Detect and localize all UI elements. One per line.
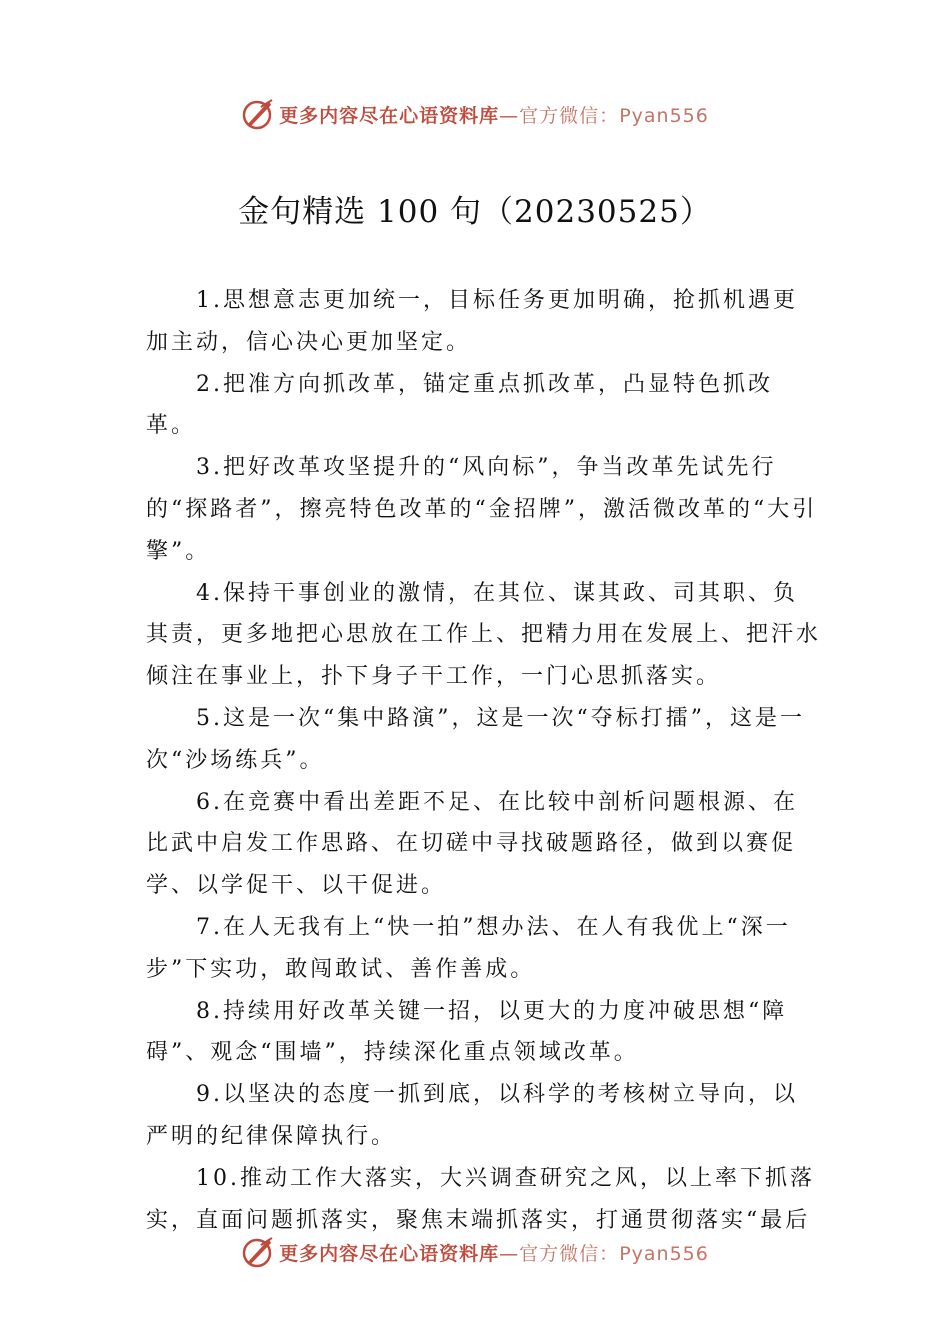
paragraph-2: 2.把准方向抓改革，锚定重点抓改革，凸显特色抓改革。 xyxy=(146,371,773,439)
paragraph-7: 7.在人无我有上“快一拍”想办法、在人有我优上“深一步”下实功，敢闯敢试、善作善成。 xyxy=(146,914,791,982)
banner-wechat-label: 官方微信： xyxy=(519,104,620,127)
banner-wechat-id: Pyan556 xyxy=(619,104,709,127)
paragraph-6: 6.在竞赛中看出差距不足、在比较中剖析问题根源、在比武中启发工作思路、在切磋中寻找破题路径，做到以赛促学、以学促干、以干促进。 xyxy=(146,789,798,899)
paragraph-8: 8.持续用好改革关键一招，以更大的力度冲破思想“障碍”、观念“围墙”，持续深化重点领域改革。 xyxy=(146,998,788,1066)
banner-wechat-id: Pyan556 xyxy=(619,1242,709,1265)
banner-dash: — xyxy=(499,104,520,127)
footer-banner xyxy=(0,1232,950,1272)
document-body xyxy=(146,280,822,1241)
paragraph-5: 5.这是一次“集中路演”，这是一次“夺标打擂”，这是一次“沙场练兵”。 xyxy=(146,705,805,773)
banner-text xyxy=(279,101,709,128)
header-banner xyxy=(0,94,950,134)
quill-logo-icon xyxy=(241,1235,275,1269)
paragraph-9: 9.以坚决的态度一抓到底，以科学的考核树立导向，以严明的纪律保障执行。 xyxy=(146,1082,798,1149)
paragraph-10: 10.推动工作大落实，大兴调查研究之风，以上率下抓落实，直面问题抓落实，聚焦末端抓落实，打通贯彻落实“最后 xyxy=(146,1165,815,1233)
paragraph-1: 1.思想意志更加统一，目标任务更加明确，抢抓机遇更加主动，信心决心更加坚定。 xyxy=(146,288,798,355)
banner-wechat-label: 官方微信： xyxy=(519,1242,620,1265)
quill-logo-icon xyxy=(241,97,275,131)
banner-main-text: 更多内容尽在心语资料库 xyxy=(279,1242,500,1265)
paragraph-3: 3.把好改革攻坚提升的“风向标”，争当改革先试先行的“探路者”，擦亮特色改革的“金招牌”，激活微改革的“大引擎”。 xyxy=(146,455,818,564)
banner-main-text: 更多内容尽在心语资料库 xyxy=(279,104,500,127)
banner-dash: — xyxy=(499,1242,520,1265)
paragraph-4: 4.保持干事创业的激情，在其位、谋其政、司其职、负其责，更多地把心思放在工作上、把精力用在发展上、把汗水倾注在事业上，扑下身子干工作，一门心思抓落实。 xyxy=(146,580,822,690)
page-title: 金句精选 100 句（20230525） xyxy=(238,194,712,230)
banner-text xyxy=(279,1239,709,1266)
